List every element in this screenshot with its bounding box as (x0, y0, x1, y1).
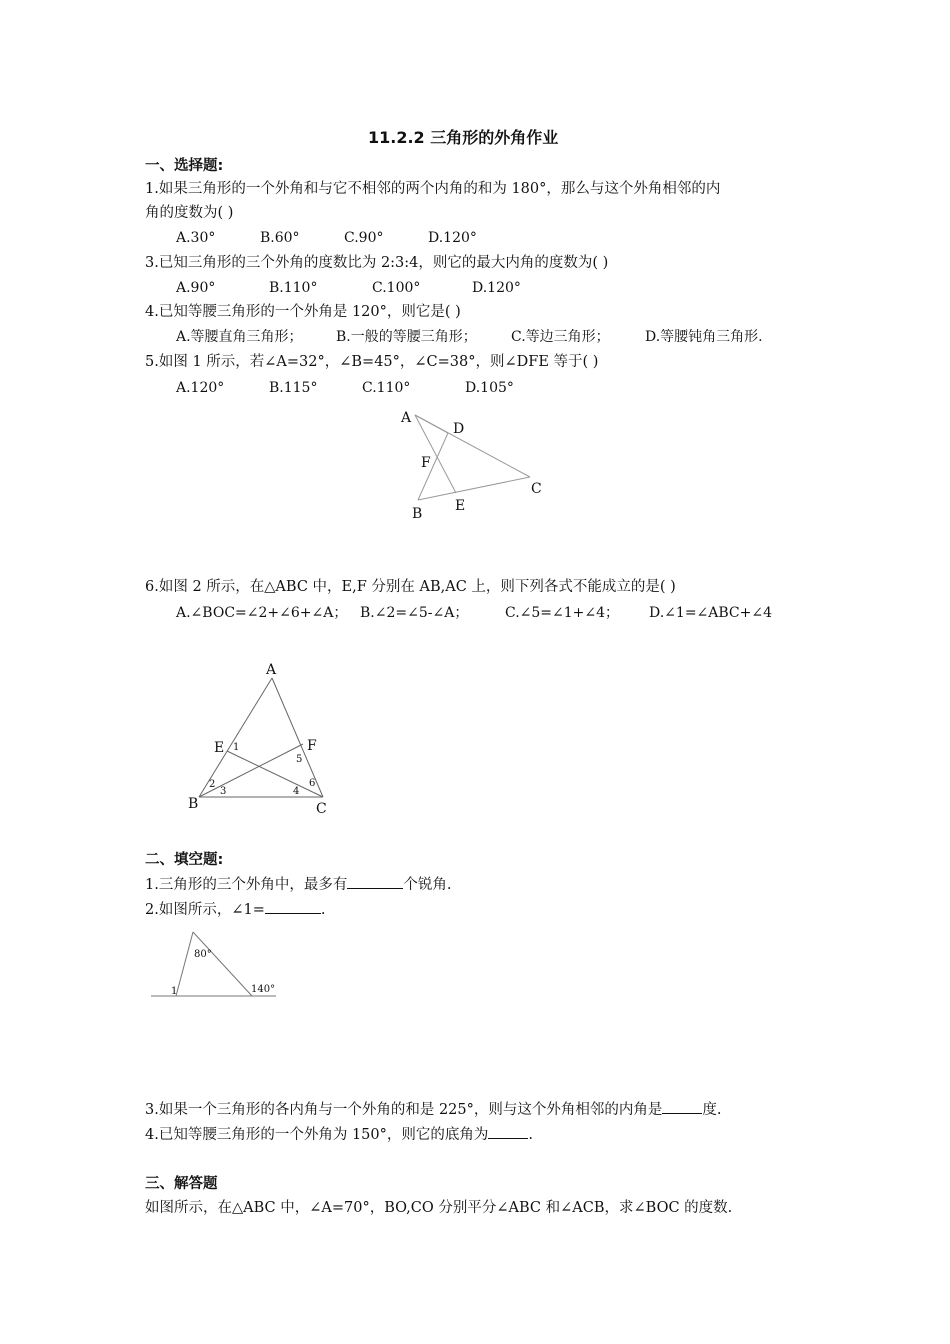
fill-figure-angle-1: 1 (171, 986, 178, 997)
fill-q3-after: 度. (702, 1102, 722, 1118)
fill-q3-blank (662, 1099, 702, 1114)
figure2-angle-6: 6 (309, 778, 316, 789)
q4-option-d: D.等腰钝角三角形. (645, 329, 763, 345)
question-4: 4.已知等腰三角形的一个外角是 120°，则它是( ) (145, 304, 461, 320)
figure2-angle-3: 3 (220, 786, 227, 797)
fill-figure-angle-80: 80° (194, 949, 212, 960)
fill-question-4 (145, 1124, 533, 1145)
fill-q1-blank (347, 874, 403, 889)
fill-figure-angle-140: 140° (251, 984, 276, 995)
fill-q2-after: . (320, 902, 326, 918)
q3-option-b: B.110° (269, 280, 318, 296)
section-heading-fill: 二、填空题: (145, 852, 224, 868)
section-heading-choice: 一、选择题: (145, 158, 224, 174)
q3-option-d: D.120° (472, 280, 521, 296)
q6-option-b: B.∠2=∠5-∠A； (360, 605, 469, 621)
fill-question-3 (145, 1099, 721, 1120)
fill-q1-after: 个锐角. (403, 877, 452, 893)
q3-option-a: A.90° (176, 280, 216, 296)
figure2-angle-4: 4 (293, 786, 300, 797)
question-1-line2: 角的度数为( ) (145, 205, 234, 221)
section-heading-answer: 三、解答题 (145, 1176, 218, 1192)
figure1-label-f: F (421, 455, 431, 471)
figure1-label-b: B (412, 506, 423, 522)
question-5: 5.如图 1 所示，若∠A=32°，∠B=45°，∠C=38°，则∠DFE 等于( ) (145, 354, 599, 370)
q5-option-b: B.115° (269, 380, 318, 396)
q5-option-d: D.105° (465, 380, 514, 396)
figure2-label-a: A (266, 662, 277, 678)
figure1-label-a: A (401, 410, 412, 426)
fill-figure-diagram (148, 925, 283, 1003)
question-3: 3.已知三角形的三个外角的度数比为 2:3:4，则它的最大内角的度数为( ) (145, 255, 609, 271)
fill-question-2 (145, 899, 325, 920)
q1-option-d: D.120° (428, 230, 477, 246)
figure2-label-b: B (188, 796, 199, 812)
q5-option-a: A.120° (176, 380, 225, 396)
q6-option-c: C.∠5=∠1+∠4； (505, 605, 620, 621)
figure2-label-f: F (307, 738, 317, 754)
q5-option-c: C.110° (362, 380, 411, 396)
fill-q4-before: 4.已知等腰三角形的一个外角为 150°，则它的底角为 (145, 1127, 489, 1143)
fill-q2-blank (265, 899, 321, 914)
q1-option-a: A.30° (176, 230, 216, 246)
q3-option-c: C.100° (372, 280, 421, 296)
fill-q2-before: 2.如图所示，∠1= (145, 902, 265, 918)
fill-q4-after: . (528, 1127, 533, 1143)
figure2-angle-5: 5 (296, 754, 303, 765)
q4-option-b: B.一般的等腰三角形； (336, 329, 477, 345)
page-title: 11.2.2 三角形的外角作业 (368, 128, 559, 147)
q4-option-c: C.等边三角形； (511, 329, 610, 345)
figure2-label-c: C (316, 801, 327, 817)
question-6: 6.如图 2 所示，在△ABC 中，E,F 分别在 AB,AC 上，则下列各式不能成立的是( ) (145, 579, 676, 595)
figure-2-diagram (180, 655, 340, 820)
figure1-label-c: C (531, 481, 542, 497)
q4-option-a: A.等腰直角三角形； (176, 329, 303, 345)
fill-figure-right-side (193, 932, 252, 996)
figure1-label-e: E (455, 498, 466, 514)
fill-question-1 (145, 874, 451, 895)
question-1-line1: 1.如果三角形的一个外角和与它不相邻的两个内角的和为 180°，那么与这个外角相邻的内 (145, 181, 721, 197)
fill-q4-blank (488, 1124, 528, 1139)
figure1-line-be (418, 477, 530, 500)
figure-1-diagram (390, 400, 560, 530)
q6-option-d: D.∠1=∠ABC+∠4 (649, 605, 773, 621)
q6-option-a: A.∠BOC=∠2+∠6+∠A； (176, 605, 348, 621)
answer-question: 如图所示，在△ABC 中，∠A=70°，BO,CO 分别平分∠ABC 和∠ACB，求∠BOC 的度数. (145, 1200, 733, 1216)
fill-q1-before: 1.三角形的三个外角中，最多有 (145, 877, 348, 893)
figure2-angle-2: 2 (209, 779, 216, 790)
figure2-angle-1: 1 (233, 742, 240, 753)
q1-option-b: B.60° (260, 230, 300, 246)
figure2-label-e: E (214, 740, 225, 756)
q1-option-c: C.90° (344, 230, 384, 246)
fill-figure-left-side (176, 932, 193, 996)
fill-q3-before: 3.如果一个三角形的各内角与一个外角的和是 225°，则与这个外角相邻的内角是 (145, 1102, 663, 1118)
figure1-label-d: D (453, 421, 465, 437)
